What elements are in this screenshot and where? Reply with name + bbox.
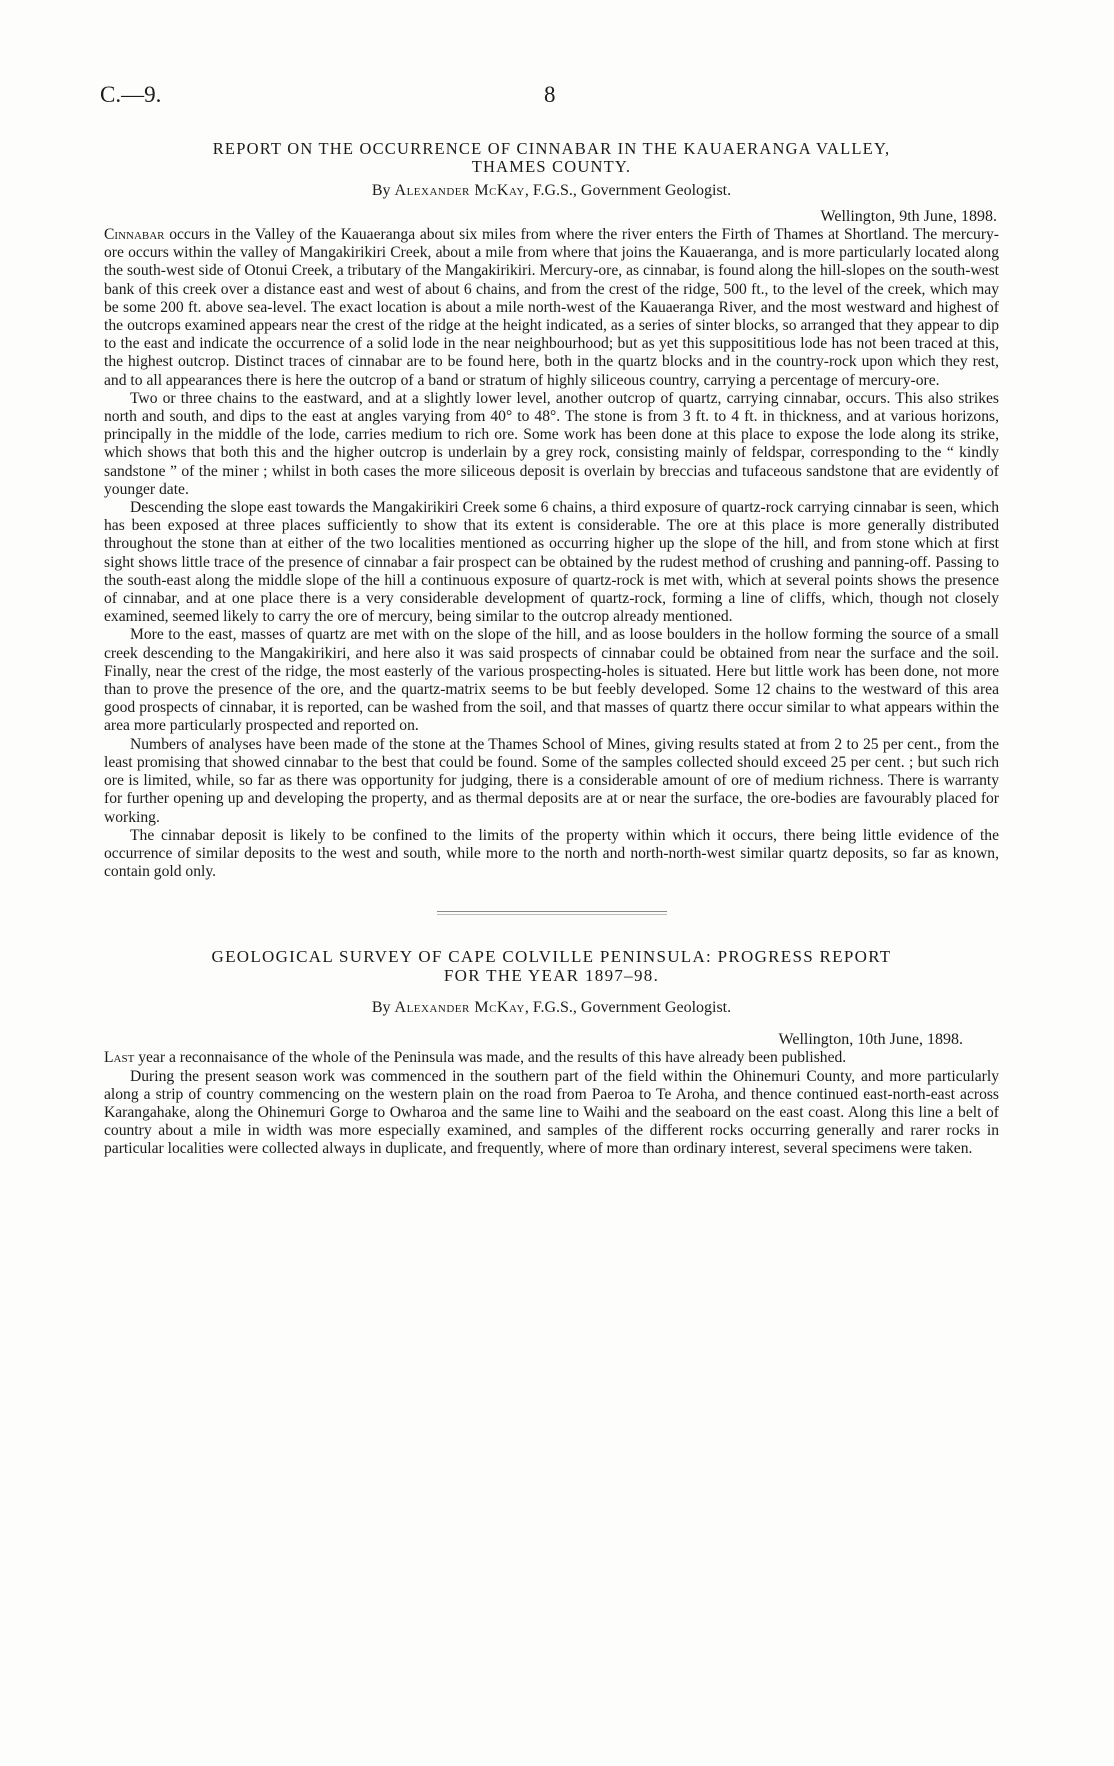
report-cinnabar — [104, 140, 999, 881]
paragraph-1-text: occurs in the Valley of the Kauaeranga about six miles from where the river enters the Firth of Thames at Shortland. The mercury-ore occurs within the valley of Mangakirikiri Creek, about a mile from where that joins the Kauaeranga, and is more particularly located along the south-west side of Otonui Creek, a tributary of the Mangakirikiri. Mercury-ore, as cinnabar, is found along the hill-slopes on the south-west bank of this creek over a distance east and west of about 6 chains, and from the crest of the ridge, 500 ft., to the level of the creek, which may be some 200 ft. above sea-level. The exact location is about a mile north-west of the Kauaeranga River, and the most westward and highest of the outcrops examined appears near the crest of the ridge at the height indicated, as a series of sinter blocks, so arranged that they appear to dip to the east and indicate the occurrence of a solid lode in the near neighbourhood; but as yet this supposititious lode has not been traced at this, the highest outcrop. Distinct traces of cinnabar are to be found here, both in the quartz blocks and in the country-rock upon which they rest, and to all appearances there is here the outcrop of a band or stratum of highly siliceous country, carrying a percentage of mercury-ore. — [104, 226, 999, 389]
byline — [104, 999, 999, 1017]
report-title-line-2: FOR THE YEAR 1897–98. — [443, 966, 660, 986]
paragraph-1 — [104, 1049, 999, 1067]
page-header — [100, 82, 999, 122]
document-page — [100, 82, 999, 1159]
paragraph-5: Numbers of analyses have been made of the stone at the Thames School of Mines, giving results stated at from 2 to 25 per cent., from the least promising that showed cinnabar to the best that could be found. Some of the samples collected should exceed 25 per cent. ; but such rich ore is limited, while, so far as there was opportunity for judging, there is a considerable amount of ore of medium richness. There is warranty for further opening up and developing the property, and as thermal deposits are at or near the surface, the ore-bodies are favourably placed for working. — [104, 735, 999, 826]
author-name: Alexander McKay — [394, 182, 525, 199]
paragraph-1-text: year a reconnaisance of the whole of the Peninsula was made, and the results of this have already been published. — [134, 1049, 847, 1067]
report-title — [104, 140, 999, 176]
report-title-line-2: THAMES COUNTY. — [471, 157, 632, 176]
byline — [104, 182, 999, 200]
document-reference: C.—9. — [100, 82, 162, 107]
author-credentials: , F.G.S., Government Geologist. — [524, 999, 732, 1017]
paragraph-1 — [104, 226, 999, 390]
report-title-line-1: REPORT ON THE OCCURRENCE OF CINNABAR IN THE KAUAERANGA VALLEY, — [212, 139, 891, 158]
lead-word: Cinnabar — [104, 226, 165, 243]
byline-by: By — [371, 182, 391, 199]
paragraph-4: More to the east, masses of quartz are met with on the slope of the hill, and as loose boulders in the hollow forming the source of a small creek descending to the Mangakirikiri, and here also it was said prospects of cinnabar could be obtained from near the surface and the soil. Finally, near the crest of the ridge, the most easterly of the various prospecting-holes is situated. Here but little work has been done, not more than to prove the presence of the ore, and the quartz-matrix seems to be but feebly developed. Some 12 chains to the westward of this area good prospects of cinnabar, it is reported, can be washed from the soil, and that masses of quartz there occur similar to what appears within the area more particularly prospected and reported on. — [104, 626, 999, 735]
section-divider — [437, 911, 667, 915]
paragraph-3: Descending the slope east towards the Mangakirikiri Creek some 6 chains, a third exposure of quartz-rock carrying cinnabar is seen, which has been exposed at three places sufficiently to show that its extent is considerable. The ore at this place is more generally distributed throughout the stone than at either of the two localities mentioned as occurring higher up the slope of the hill, and from stone which at first sight shows little trace of the presence of cinnabar a fair prospect can be obtained by the rudest method of crushing and panning-off. Passing to the south-east along the middle slope of the hill a continuous exposure of quartz-rock is met with, which at several points shows the presence of cinnabar, and at one place there is a very considerable development of quartz-rock, forming a line of cliffs, which, though not closely examined, seemed likely to carry the ore of mercury, being similar to the outcrop already mentioned. — [104, 499, 999, 626]
report-cape-colville — [104, 947, 999, 1158]
lead-word: Last — [104, 1049, 135, 1067]
byline-by: By — [371, 999, 391, 1017]
paragraph-2: During the present season work was commenced in the southern part of the field within the Ohinemuri County, and more particularly along a strip of country commencing on the western plain on the road from Paeroa to Te Aroha, and thence continued east-north-east across Karangahake, along the Ohinemuri Gorge to Owharoa and the same line to Waihi and the seaboard on the east coast. Along this line a belt of country about a mile in width was more especially examined, and samples of the different rocks occurring generally and rarer rocks in particular localities were collected always in duplicate, and frequently, where of more than ordinary interest, several specimens were taken. — [104, 1067, 999, 1158]
dateline: Wellington, 9th June, 1898. — [820, 208, 997, 225]
author-name: Alexander McKay — [394, 999, 525, 1017]
page-number: 8 — [544, 82, 556, 107]
report-title-line-1: GEOLOGICAL SURVEY OF CAPE COLVILLE PENINSULA: PROGRESS REPORT — [211, 947, 892, 967]
dateline: Wellington, 10th June, 1898. — [778, 1031, 963, 1049]
paragraph-6: The cinnabar deposit is likely to be confined to the limits of the property within which it occurs, there being little evidence of the occurrence of similar deposits to the west and south, while more to the north and north-north-west similar quartz deposits, so far as known, contain gold only. — [104, 826, 999, 881]
report-title — [104, 947, 999, 985]
author-credentials: , F.G.S., Government Geologist. — [524, 182, 732, 199]
paragraph-2: Two or three chains to the eastward, and at a slightly lower level, another outcrop of quartz, carrying cinnabar, occurs. This also strikes north and south, and dips to the east at angles varying from 40° to 48°. The stone is from 3 ft. to 4 ft. in thickness, and at various horizons, principally in the middle of the lode, carries medium to rich ore. Some work has been done at this place to expose the lode along its strike, which shows that both this and the higher outcrop is underlain by a grey rock, consisting mainly of feldspar, corresponding to the “ kindly sandstone ” of the miner ; whilst in both cases the more siliceous deposit is overlain by breccias and tufaceous sandstone that are evidently of younger date. — [104, 389, 999, 498]
